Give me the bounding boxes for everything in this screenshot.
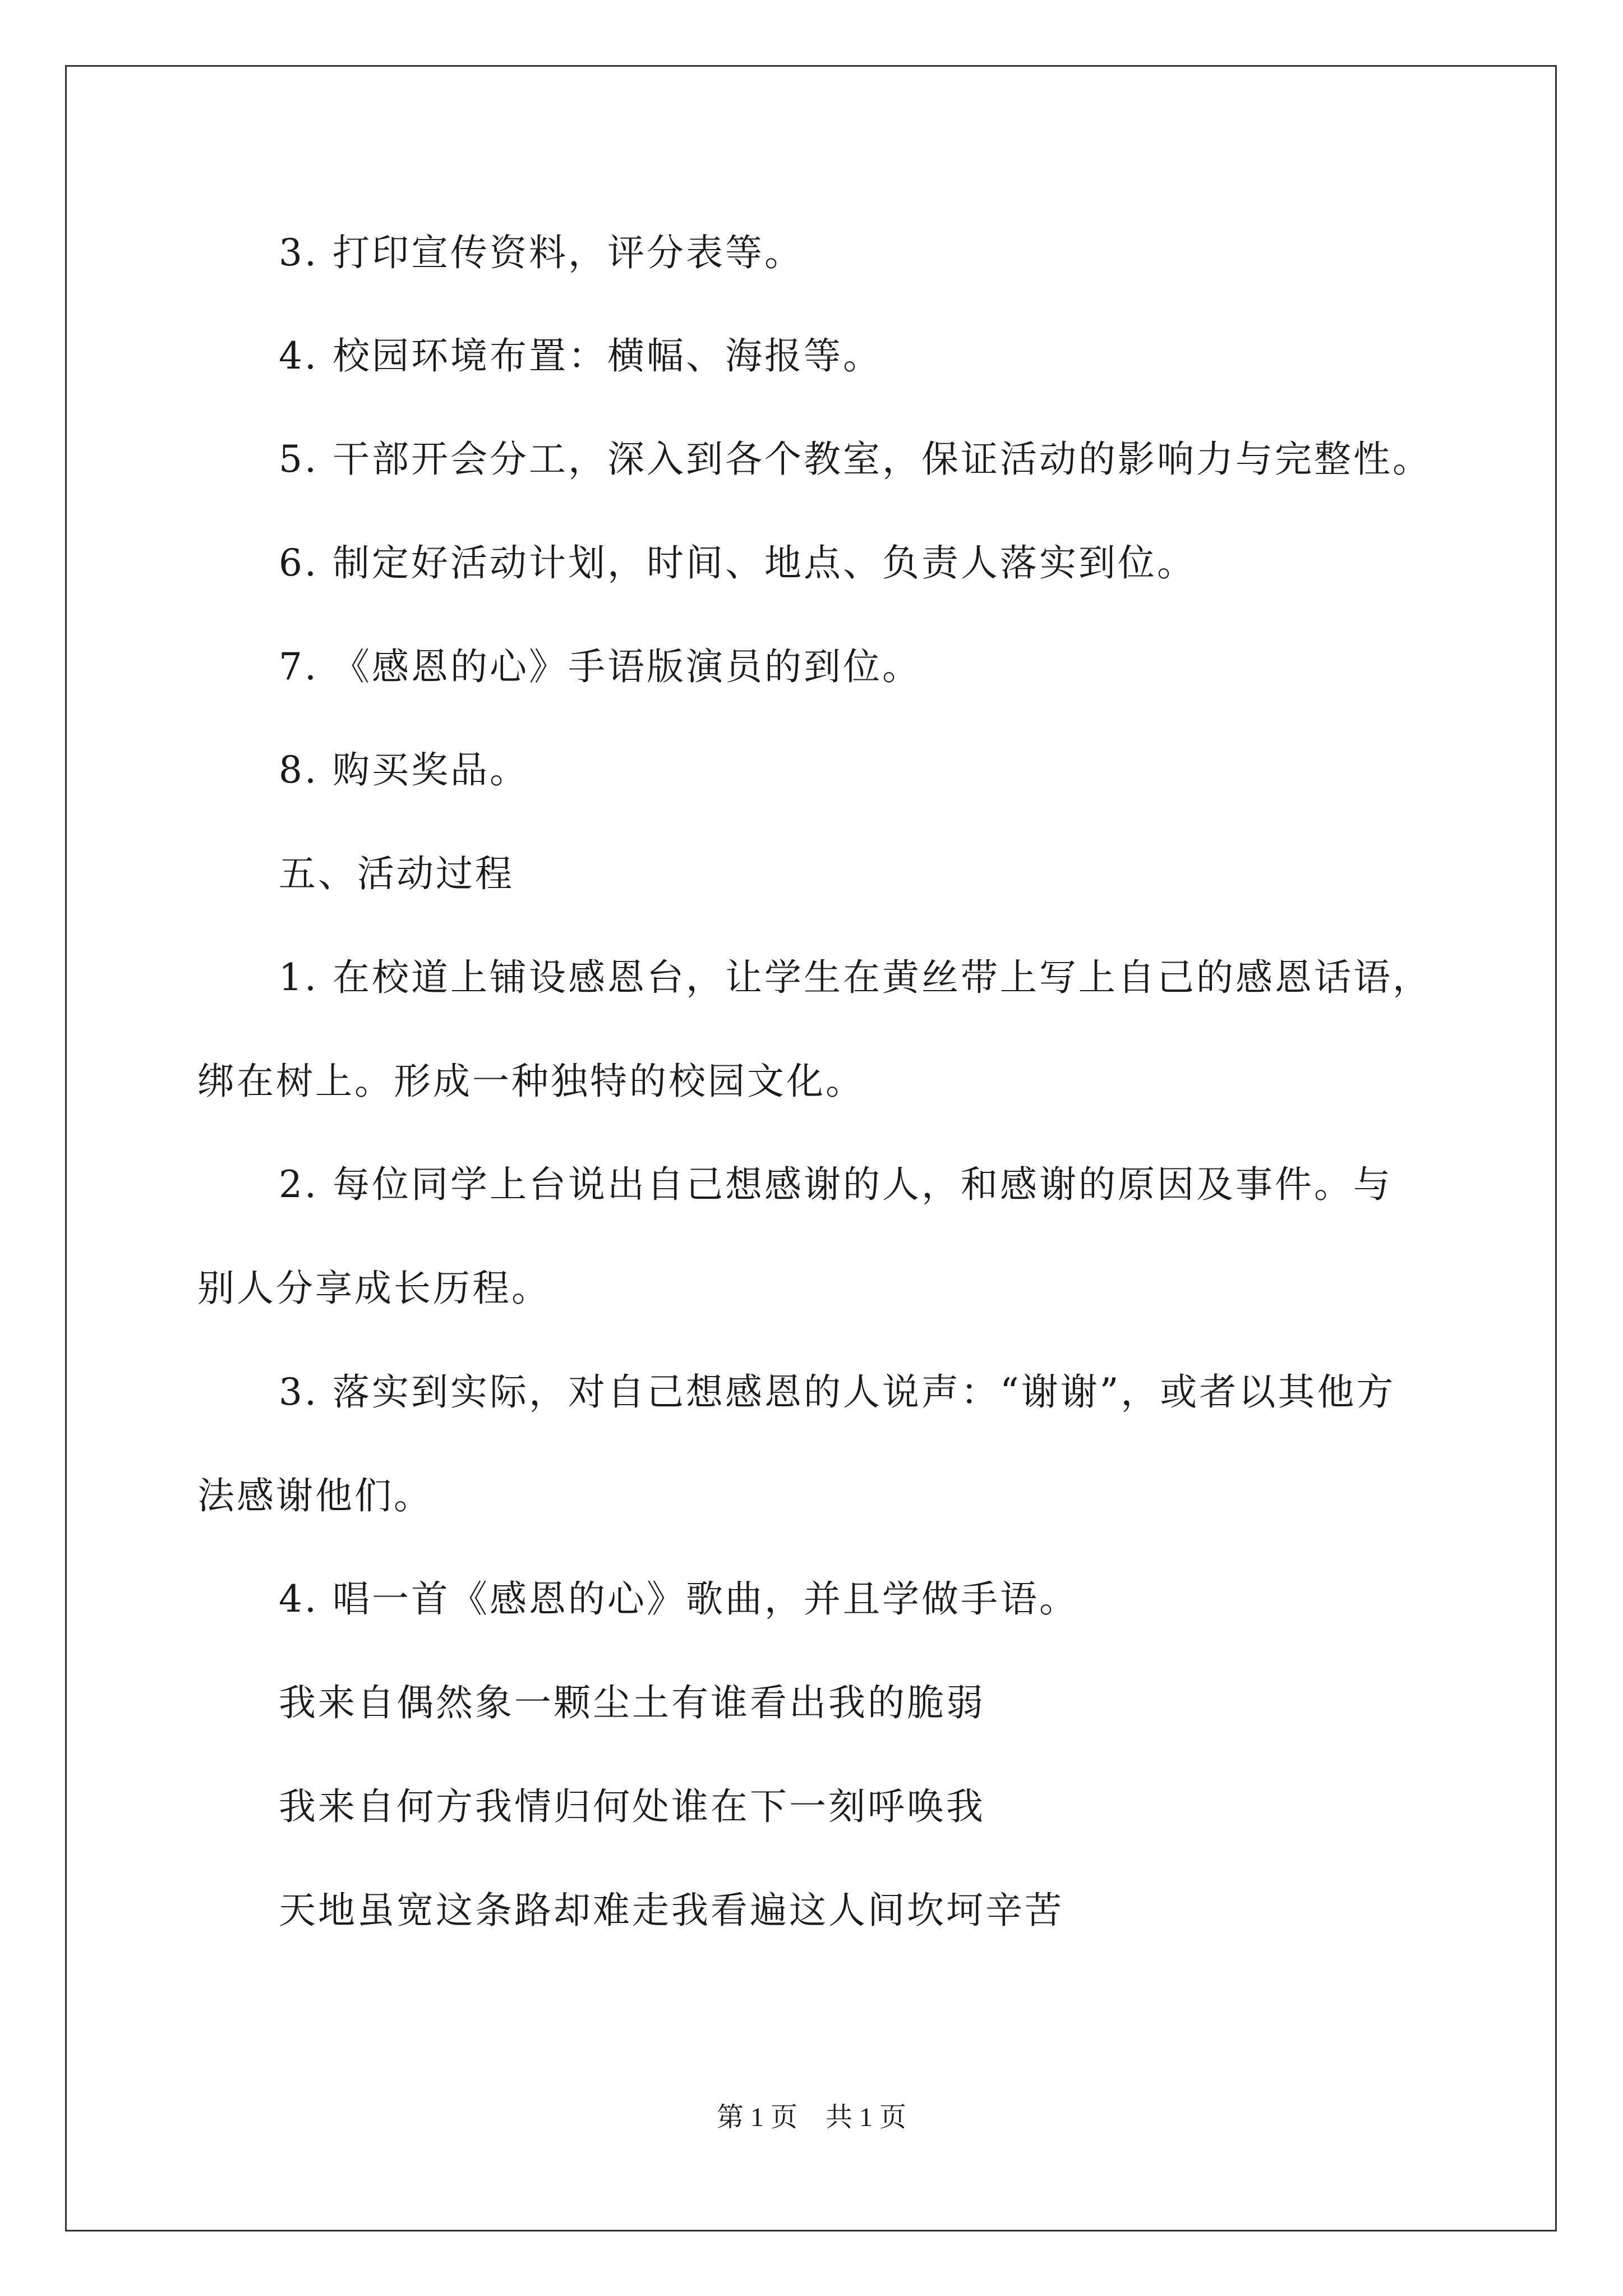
section-heading: 五、活动过程 <box>279 852 514 895</box>
paragraph-line: 法感谢他们。 <box>197 1474 433 1517</box>
paragraph-line: 绑在树上。形成一种独特的校园文化。 <box>197 1060 865 1103</box>
page-number: 第 1 页 <box>716 2102 797 2132</box>
paragraph-line: 4. 唱一首《感恩的心》歌曲，并且学做手语。 <box>279 1577 1078 1621</box>
lyric-line: 我来自偶然象一颗尘土有谁看出我的脆弱 <box>279 1681 985 1724</box>
paragraph-line: 3. 落实到实际，对自己想感恩的人说声：“谢谢”，或者以其他方 <box>279 1370 1396 1414</box>
paragraph-line: 别人分享成长历程。 <box>197 1267 551 1310</box>
paragraph-line: 3. 打印宣传资料，评分表等。 <box>279 231 804 274</box>
paragraph-line: 5. 干部开会分工，深入到各个教室，保证活动的影响力与完整性。 <box>279 438 1432 481</box>
paragraph-line: 4. 校园环境布置：横幅、海报等。 <box>279 334 882 378</box>
paragraph-line: 6. 制定好活动计划，时间、地点、负责人落实到位。 <box>279 541 1196 585</box>
paragraph-line: 2. 每位同学上台说出自己想感谢的人，和感谢的原因及事件。与 <box>279 1163 1393 1206</box>
lyric-line: 我来自何方我情归何处谁在下一刻呼唤我 <box>279 1785 985 1828</box>
paragraph-line: 7. 《感恩的心》手语版演员的到位。 <box>279 645 921 688</box>
paragraph-line: 1. 在校道上铺设感恩台，让学生在黄丝带上写上自己的感恩话语， <box>279 956 1432 999</box>
paragraph-line: 8. 购买奖品。 <box>279 748 529 792</box>
page-footer <box>0 2101 1623 2134</box>
lyric-line: 天地虽宽这条路却难走我看遍这人间坎坷辛苦 <box>279 1889 1064 1932</box>
page-total: 共 1 页 <box>826 2102 907 2132</box>
